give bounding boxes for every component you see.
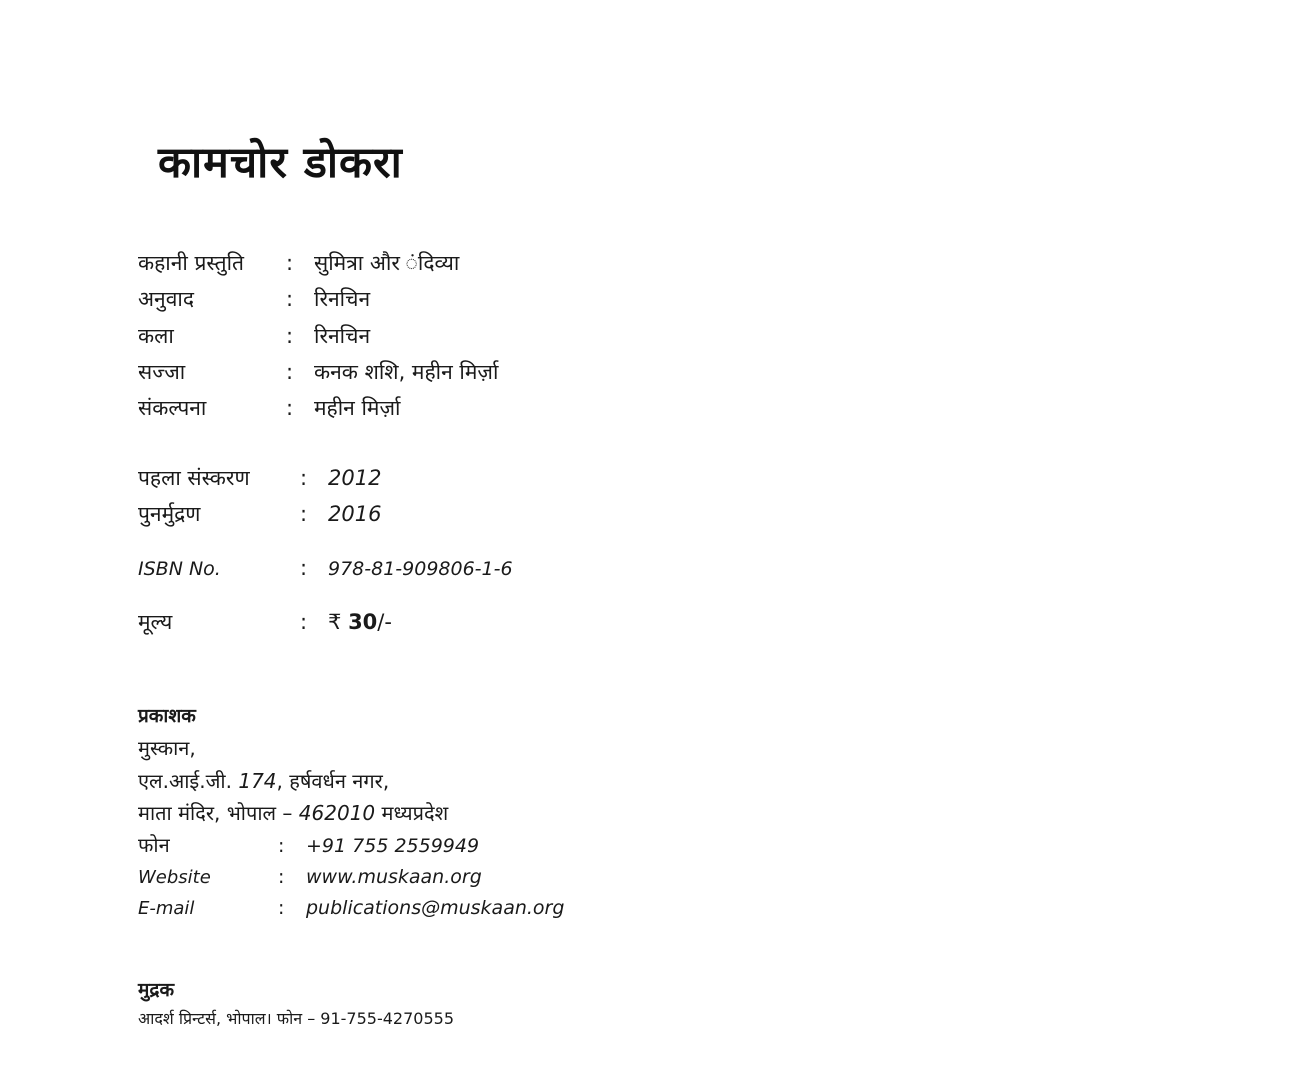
contact-row-website: [138, 862, 1138, 893]
printer-details: आदर्श प्रिन्टर्स, भोपाल। फोन – 91-755-4270555: [138, 1008, 454, 1028]
credit-value: सुमित्रा और ंदिव्या: [314, 251, 460, 276]
credit-label: अनुवाद: [138, 287, 194, 312]
credit-label: सज्जा: [138, 359, 186, 384]
credit-colon: :: [286, 359, 294, 384]
publisher-block: [138, 702, 1138, 923]
credits-list: [138, 245, 1138, 426]
edition-value: 2016: [328, 501, 382, 526]
credit-row: [138, 245, 1138, 281]
contact-row-phone: [138, 829, 1138, 862]
edition-row: [138, 496, 1138, 532]
contact-label: Website: [138, 867, 211, 889]
contact-colon: :: [278, 866, 285, 889]
edition-colon: :: [300, 501, 308, 526]
edition-row: [138, 460, 1138, 496]
edition-value: 2012: [328, 465, 382, 490]
credit-colon: :: [286, 251, 294, 276]
page-title: कामचोर डोकरा: [158, 138, 403, 188]
isbn-colon: :: [300, 556, 308, 581]
address-street-pre: एल.आई.जी.: [138, 768, 232, 793]
imprint-content: [138, 140, 1138, 1031]
edition-label: पहला संस्करण: [138, 465, 250, 490]
price-row: [138, 604, 1138, 640]
address-street-post: , हर्षवर्धन नगर,: [276, 768, 390, 793]
price-amount: 30: [348, 610, 378, 635]
contact-value-website[interactable]: www.muskaan.org: [306, 866, 482, 889]
credit-row: [138, 354, 1138, 390]
edition-label: पुनर्मुद्रण: [138, 501, 201, 526]
isbn-value: 978-81-909806-1-6: [328, 558, 513, 581]
printer-heading: मुद्रक: [138, 978, 175, 1001]
contact-label: E-mail: [138, 897, 195, 919]
contact-value-phone: +91 755 2559949: [306, 835, 480, 858]
contact-row-email: [138, 893, 1138, 924]
publisher-address-line-1: [138, 765, 1138, 797]
address-pincode: 462010: [298, 801, 376, 826]
credit-row: [138, 318, 1138, 354]
credit-label: कला: [138, 323, 174, 348]
currency-symbol: ₹: [328, 610, 342, 635]
credit-value: महीन मिर्ज़ा: [314, 395, 401, 420]
credit-value: कनक शशि, महीन मिर्ज़ा: [314, 359, 499, 384]
credit-colon: :: [286, 395, 294, 420]
credit-colon: :: [286, 287, 294, 312]
credit-row: [138, 281, 1138, 317]
address-state: मध्यप्रदेश: [381, 801, 449, 826]
contact-value-email[interactable]: publications@muskaan.org: [306, 896, 565, 919]
price-value: [328, 604, 392, 640]
credit-row: [138, 390, 1138, 426]
credit-label: संकल्पना: [138, 395, 207, 420]
printer-block: [138, 976, 1138, 1032]
edition-list: [138, 460, 1138, 532]
edition-colon: :: [300, 465, 308, 490]
publisher-heading: प्रकाशक: [138, 705, 196, 728]
isbn-row: [138, 550, 1138, 586]
contact-colon: :: [278, 896, 285, 919]
price-label: मूल्य: [138, 610, 173, 635]
contact-label: फोन: [138, 833, 170, 858]
credit-value: रिनचिन: [314, 323, 371, 348]
address-city-pre: माता मंदिर, भोपाल –: [138, 801, 293, 826]
publisher-name: मुस्कान,: [138, 736, 196, 761]
price-colon: :: [300, 610, 308, 635]
credit-colon: :: [286, 323, 294, 348]
publisher-address-line-2: [138, 797, 1138, 829]
address-house-number: 174: [238, 768, 277, 793]
isbn-label: ISBN No.: [138, 558, 221, 581]
contact-colon: :: [278, 835, 285, 858]
credit-label: कहानी प्रस्तुति: [138, 251, 244, 276]
credit-value: रिनचिन: [314, 287, 371, 312]
price-suffix: /-: [377, 610, 392, 635]
